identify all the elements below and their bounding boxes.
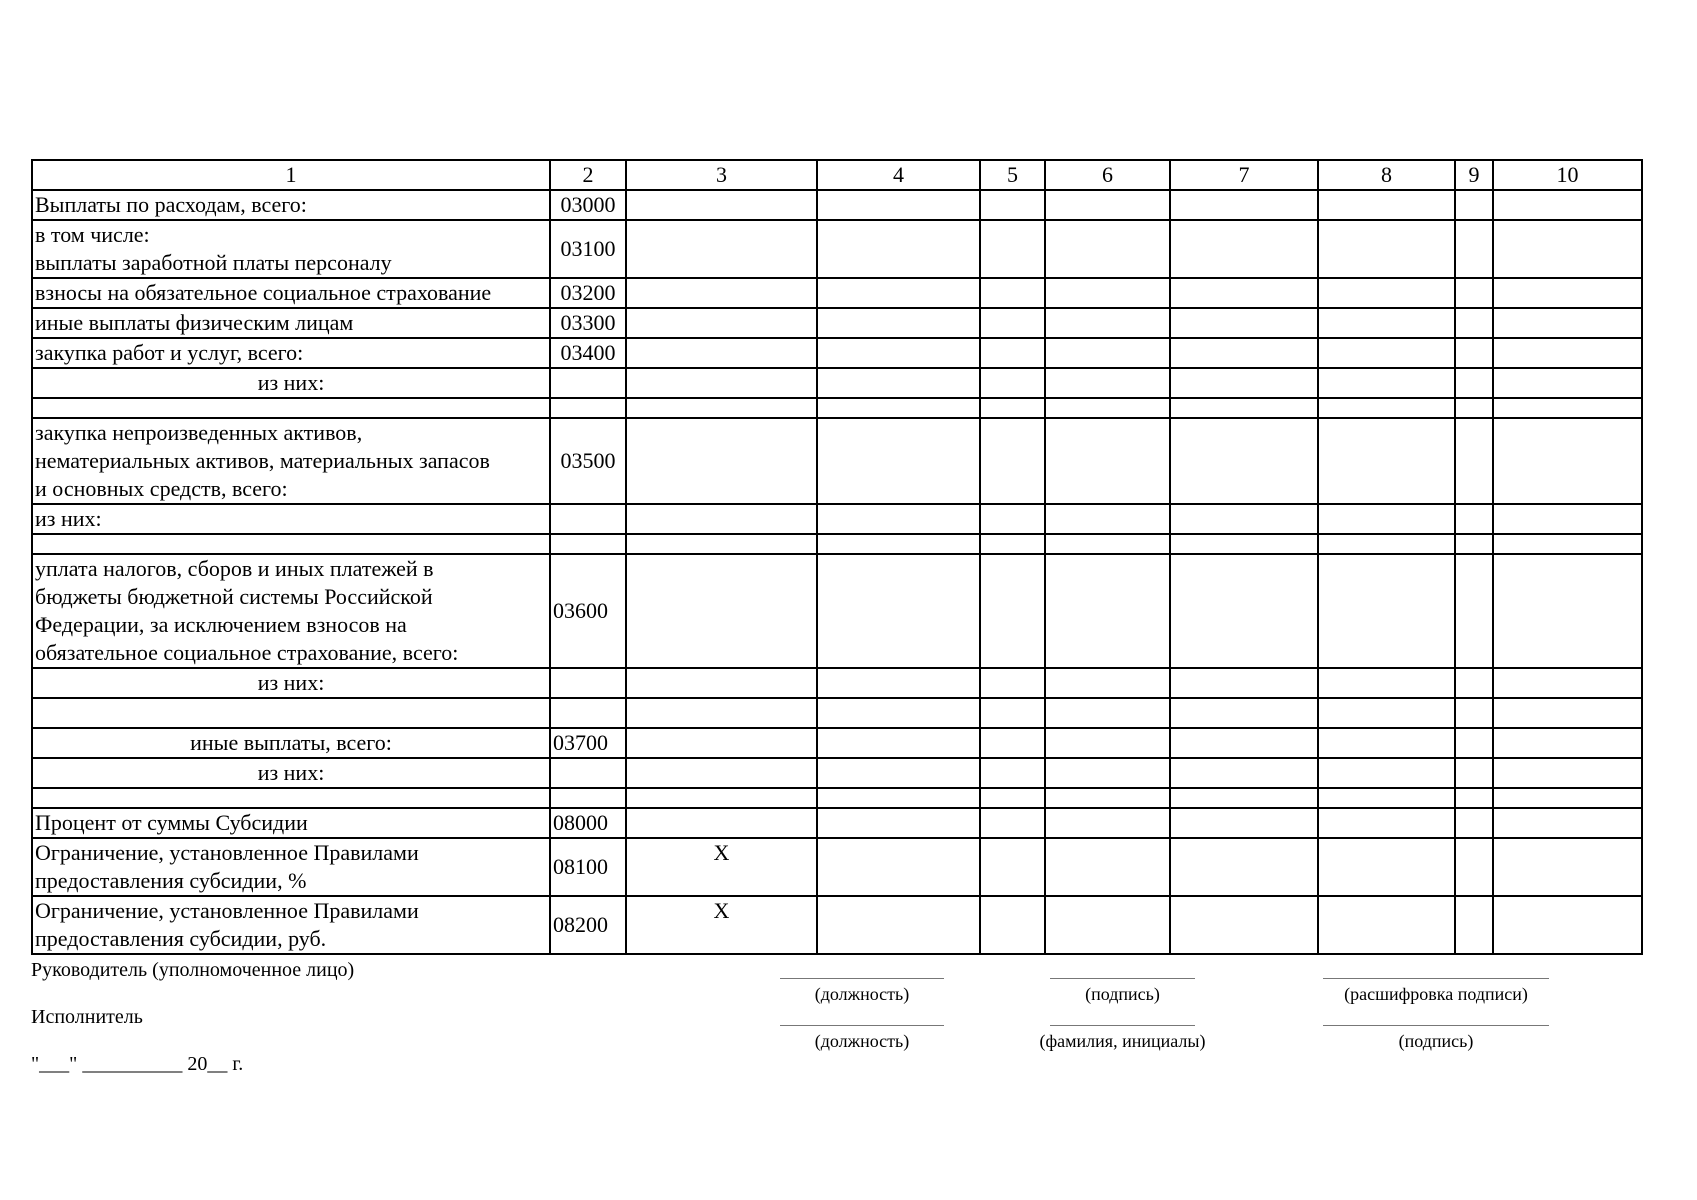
cell-col9[interactable] [1455,534,1493,554]
executor-signature-field[interactable] [1323,1025,1549,1052]
cell-col8[interactable] [1318,368,1455,398]
cell-col4[interactable] [817,668,980,698]
cell-col7[interactable] [1170,308,1318,338]
row-code: 08100 [550,838,626,896]
table-row [32,728,1642,758]
cell-col4[interactable] [817,220,980,278]
cell-col7[interactable] [1170,190,1318,220]
cell-col3[interactable]: X [626,838,817,896]
cell-col6[interactable] [1045,758,1170,788]
cell-col10[interactable] [1493,534,1642,554]
cell-col9[interactable] [1455,896,1493,954]
column-number: 4 [817,160,980,190]
cell-col10[interactable] [1493,788,1642,808]
cell-col3[interactable] [626,190,817,220]
head-position-field[interactable] [780,978,944,1005]
table-row [32,896,1642,954]
cell-col4[interactable] [817,758,980,788]
cell-col4[interactable] [817,838,980,896]
cell-col8[interactable] [1318,504,1455,534]
cell-col5[interactable] [980,698,1045,728]
cell-col8[interactable] [1318,668,1455,698]
row-name: иные выплаты физическим лицам [32,308,550,338]
cell-col8[interactable] [1318,308,1455,338]
cell-col8[interactable] [1318,398,1455,418]
cell-col10[interactable] [1493,338,1642,368]
cell-col7[interactable] [1170,838,1318,896]
executor-label: Исполнитель [31,1006,143,1028]
column-number: 7 [1170,160,1318,190]
head-signature-field[interactable] [1050,978,1195,1005]
cell-col10[interactable] [1493,278,1642,308]
cell-col9[interactable] [1455,368,1493,398]
cell-col9[interactable] [1455,338,1493,368]
cell-col9[interactable] [1455,504,1493,534]
cell-col7[interactable] [1170,338,1318,368]
signature-line [780,978,944,979]
row-name: из них: [32,504,550,534]
row-name: из них: [32,758,550,788]
executor-signature-caption: (подпись) [1398,1031,1474,1051]
row-code: 03300 [550,308,626,338]
row-name: Выплаты по расходам, всего: [32,190,550,220]
cell-col9[interactable] [1455,838,1493,896]
cell-col5[interactable] [980,418,1045,504]
row-code [550,368,626,398]
column-number: 10 [1493,160,1642,190]
cell-col9[interactable] [1455,758,1493,788]
cell-col7[interactable] [1170,534,1318,554]
cell-col9[interactable] [1455,278,1493,308]
cell-col9[interactable] [1455,808,1493,838]
cell-col5[interactable] [980,308,1045,338]
cell-col3[interactable] [626,534,817,554]
cell-col7[interactable] [1170,504,1318,534]
cell-col9[interactable] [1455,308,1493,338]
signature-line [1323,1025,1549,1026]
cell-col9[interactable] [1455,220,1493,278]
cell-col7[interactable] [1170,418,1318,504]
cell-col6[interactable] [1045,368,1170,398]
cell-col5[interactable] [980,398,1045,418]
table-row [32,398,1642,418]
cell-col10[interactable] [1493,398,1642,418]
cell-col5[interactable] [980,728,1045,758]
cell-col8[interactable] [1318,278,1455,308]
cell-col4[interactable] [817,278,980,308]
column-number: 6 [1045,160,1170,190]
table-row [32,308,1642,338]
row-name [32,398,550,418]
cell-col3[interactable] [626,788,817,808]
cell-col5[interactable] [980,808,1045,838]
cell-col6[interactable] [1045,808,1170,838]
row-name: закупка непроизведенных активов, нематериальных активов, материальных запасов и основных средств, всего: [32,418,550,504]
cell-col4[interactable] [817,534,980,554]
cell-col4[interactable] [817,698,980,728]
cell-col10[interactable] [1493,758,1642,788]
cell-col9[interactable] [1455,698,1493,728]
cell-col10[interactable] [1493,698,1642,728]
cell-col10[interactable] [1493,308,1642,338]
table-header-row [32,160,1642,190]
cell-col10[interactable] [1493,554,1642,668]
cell-col3[interactable] [626,338,817,368]
cell-col8[interactable] [1318,554,1455,668]
table-row [32,338,1642,368]
cell-col6[interactable] [1045,220,1170,278]
cell-col3[interactable] [626,418,817,504]
cell-col10[interactable] [1493,504,1642,534]
cell-col4[interactable] [817,788,980,808]
cell-col10[interactable] [1493,668,1642,698]
cell-col10[interactable] [1493,418,1642,504]
cell-col8[interactable] [1318,338,1455,368]
cell-col5[interactable] [980,758,1045,788]
report-table [31,159,1643,955]
cell-col8[interactable] [1318,808,1455,838]
column-number: 5 [980,160,1045,190]
row-name: из них: [32,668,550,698]
cell-col6[interactable] [1045,418,1170,504]
cell-col4[interactable] [817,504,980,534]
cell-col3[interactable]: X [626,896,817,954]
row-name: взносы на обязательное социальное страхование [32,278,550,308]
cell-col9[interactable] [1455,788,1493,808]
cell-col4[interactable] [817,338,980,368]
row-name [32,698,550,728]
table-row [32,190,1642,220]
cell-col3[interactable] [626,728,817,758]
cell-col5[interactable] [980,190,1045,220]
column-number: 9 [1455,160,1493,190]
cell-col4[interactable] [817,554,980,668]
row-code: 03400 [550,338,626,368]
cell-col8[interactable] [1318,190,1455,220]
row-code: 03200 [550,278,626,308]
row-name: закупка работ и услуг, всего: [32,338,550,368]
cell-col8[interactable] [1318,896,1455,954]
cell-col4[interactable] [817,190,980,220]
cell-col5[interactable] [980,838,1045,896]
column-number: 3 [626,160,817,190]
cell-col8[interactable] [1318,788,1455,808]
column-number: 1 [32,160,550,190]
table-row [32,838,1642,896]
cell-col4[interactable] [817,368,980,398]
row-name: уплата налогов, сборов и иных платежей в бюджеты бюджетной системы Российской Федерации, за исключением взносов на обязательное социальное страхование, всего: [32,554,550,668]
row-code [550,758,626,788]
table-row [32,504,1642,534]
cell-col6[interactable] [1045,398,1170,418]
cell-col6[interactable] [1045,668,1170,698]
cell-col6[interactable] [1045,338,1170,368]
cell-col3[interactable] [626,368,817,398]
cell-col7[interactable] [1170,788,1318,808]
table-row [32,220,1642,278]
column-number: 2 [550,160,626,190]
cell-col6[interactable] [1045,278,1170,308]
row-name: Процент от суммы Субсидии [32,808,550,838]
column-number: 8 [1318,160,1455,190]
cell-col10[interactable] [1493,368,1642,398]
table-row [32,534,1642,554]
cell-col9[interactable] [1455,418,1493,504]
cell-col9[interactable] [1455,554,1493,668]
cell-col10[interactable] [1493,728,1642,758]
row-code: 08200 [550,896,626,954]
head-signature-caption: (подпись) [1085,984,1160,1004]
cell-col10[interactable] [1493,190,1642,220]
cell-col6[interactable] [1045,896,1170,954]
signature-line [1323,978,1549,979]
table-row [32,808,1642,838]
table-row [32,418,1642,504]
cell-col5[interactable] [980,534,1045,554]
cell-col4[interactable] [817,808,980,838]
row-code [550,534,626,554]
cell-col8[interactable] [1318,728,1455,758]
cell-col6[interactable] [1045,728,1170,758]
row-name: в том числе: выплаты заработной платы персоналу [32,220,550,278]
cell-col7[interactable] [1170,668,1318,698]
table-row [32,698,1642,728]
cell-col6[interactable] [1045,308,1170,338]
executor-name-field[interactable] [1020,1025,1225,1052]
row-name: Ограничение, установленное Правилами предоставления субсидии, руб. [32,896,550,954]
cell-col7[interactable] [1170,728,1318,758]
cell-col3[interactable] [626,668,817,698]
cell-col7[interactable] [1170,398,1318,418]
cell-col5[interactable] [980,668,1045,698]
row-name: иные выплаты, всего: [32,728,550,758]
row-code: 03500 [550,418,626,504]
table-row [32,278,1642,308]
cell-col6[interactable] [1045,838,1170,896]
cell-col9[interactable] [1455,398,1493,418]
cell-col7[interactable] [1170,808,1318,838]
cell-col7[interactable] [1170,278,1318,308]
head-decoding-field[interactable] [1323,978,1549,1005]
cell-col6[interactable] [1045,190,1170,220]
cell-col7[interactable] [1170,698,1318,728]
executor-position-field[interactable] [780,1025,944,1052]
cell-col9[interactable] [1455,728,1493,758]
cell-col9[interactable] [1455,668,1493,698]
cell-col7[interactable] [1170,220,1318,278]
cell-col3[interactable] [626,698,817,728]
cell-col6[interactable] [1045,788,1170,808]
table-row [32,554,1642,668]
cell-col3[interactable] [626,758,817,788]
cell-col5[interactable] [980,504,1045,534]
cell-col4[interactable] [817,418,980,504]
row-code: 03700 [550,728,626,758]
row-code [550,668,626,698]
head-decoding-caption: (расшифровка подписи) [1344,984,1528,1004]
cell-col3[interactable] [626,278,817,308]
cell-col10[interactable] [1493,220,1642,278]
cell-col8[interactable] [1318,220,1455,278]
cell-col4[interactable] [817,896,980,954]
head-position-caption: (должность) [814,984,910,1004]
table-row [32,368,1642,398]
cell-col3[interactable] [626,504,817,534]
cell-col7[interactable] [1170,554,1318,668]
cell-col8[interactable] [1318,838,1455,896]
cell-col6[interactable] [1045,698,1170,728]
cell-col8[interactable] [1318,418,1455,504]
table-row [32,788,1642,808]
row-code [550,788,626,808]
signature-line [1050,978,1195,979]
cell-col3[interactable] [626,220,817,278]
table-row [32,758,1642,788]
executor-position-caption: (должность) [814,1031,910,1051]
cell-col8[interactable] [1318,698,1455,728]
row-name [32,788,550,808]
cell-col10[interactable] [1493,838,1642,896]
row-code [550,504,626,534]
head-label: Руководитель (уполномоченное лицо) [31,959,355,981]
cell-col10[interactable] [1493,808,1642,838]
cell-col6[interactable] [1045,504,1170,534]
cell-col9[interactable] [1455,190,1493,220]
row-code [550,698,626,728]
row-name: Ограничение, установленное Правилами предоставления субсидии, % [32,838,550,896]
cell-col5[interactable] [980,788,1045,808]
cell-col8[interactable] [1318,534,1455,554]
cell-col5[interactable] [980,896,1045,954]
cell-col6[interactable] [1045,534,1170,554]
cell-col6[interactable] [1045,554,1170,668]
cell-col8[interactable] [1318,758,1455,788]
cell-col4[interactable] [817,398,980,418]
cell-col7[interactable] [1170,758,1318,788]
cell-col4[interactable] [817,728,980,758]
signature-line [1050,1025,1195,1026]
cell-col7[interactable] [1170,896,1318,954]
cell-col5[interactable] [980,220,1045,278]
row-name: из них: [32,368,550,398]
cell-col5[interactable] [980,278,1045,308]
table-row [32,668,1642,698]
row-code: 03100 [550,220,626,278]
cell-col3[interactable] [626,398,817,418]
date-line: "___" __________ 20__ г. [31,1053,244,1075]
cell-col5[interactable] [980,368,1045,398]
cell-col4[interactable] [817,308,980,338]
cell-col5[interactable] [980,554,1045,668]
row-name [32,534,550,554]
row-code [550,398,626,418]
cell-col10[interactable] [1493,896,1642,954]
executor-name-caption: (фамилия, инициалы) [1039,1031,1206,1051]
signature-line [780,1025,944,1026]
cell-col5[interactable] [980,338,1045,368]
row-code: 03000 [550,190,626,220]
cell-col3[interactable] [626,308,817,338]
row-code: 08000 [550,808,626,838]
cell-col3[interactable] [626,808,817,838]
cell-col3[interactable] [626,554,817,668]
cell-col7[interactable] [1170,368,1318,398]
row-code: 03600 [550,554,626,668]
